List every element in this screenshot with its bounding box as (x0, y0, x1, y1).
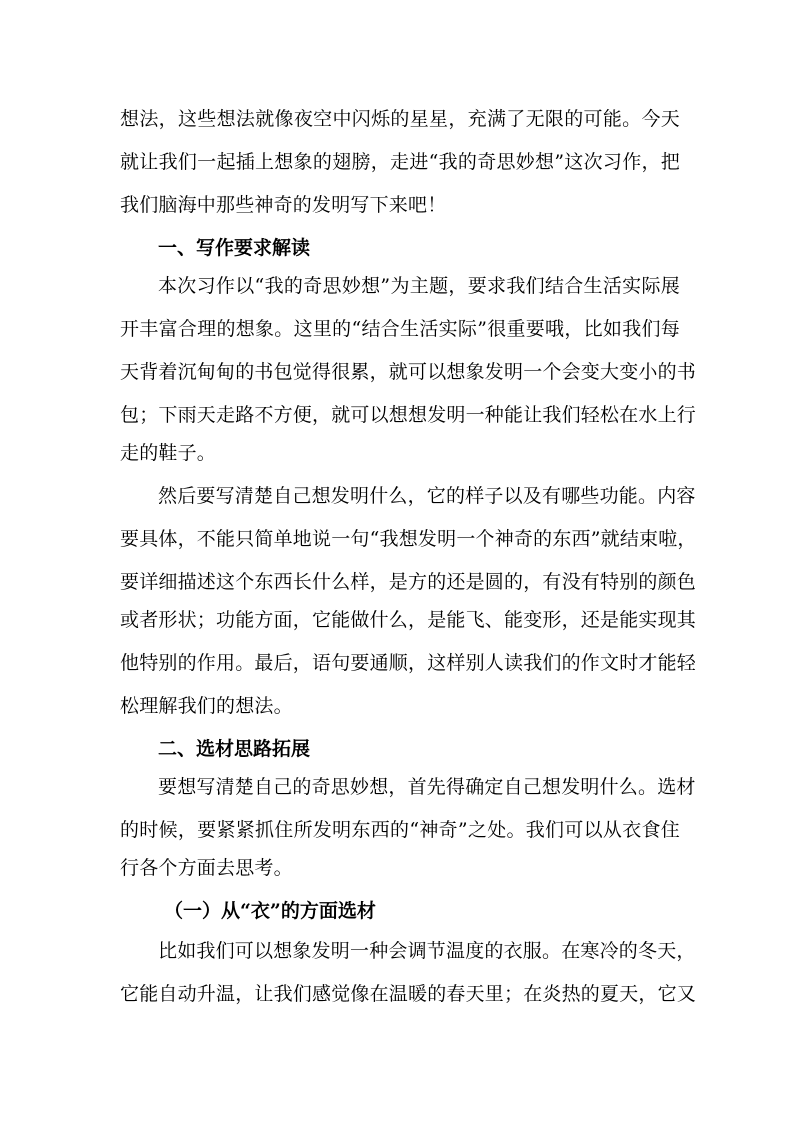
subsection-1-para-line-1: 比如我们可以想象发明一种会调节温度的衣服。在寒冷的冬天， (158, 940, 696, 962)
section-1-para-1-line-5: 走的鞋子。 (120, 442, 217, 464)
intro-line-3: 我们脑海中那些神奇的发明写下来吧！ (120, 194, 447, 216)
section-1-para-2-line-5: 他特别的作用。最后，语句要通顺，这样别人读我们的作文时才能轻 (120, 652, 697, 674)
section-2-heading: 二、选材思路拓展 (158, 738, 311, 760)
subsection-1-para-line-2: 它能自动升温，让我们感觉像在温暖的春天里；在炎热的夏天，它又 (120, 983, 697, 1005)
section-1-para-2-line-2: 要具体，不能只简单地说一句“我想发明一个神奇的东西”就结束啦， (120, 528, 697, 550)
section-2-para-1-line-2: 的时候，要紧紧抓住所发明东西的“神奇”之处。我们可以从衣食住 (120, 819, 680, 841)
section-1-para-1-line-1: 本次习作以“我的奇思妙想”为主题，要求我们结合生活实际展 (158, 275, 680, 297)
section-2-para-1-line-3: 行各个方面去思考。 (120, 857, 293, 879)
intro-line-2: 就让我们一起插上想象的翅膀，走进“我的奇思妙想”这次习作，把 (120, 151, 680, 173)
section-1-para-2-line-4: 或者形状；功能方面，它能做什么，是能飞、能变形，还是能实现其 (120, 609, 697, 631)
section-1-heading: 一、写作要求解读 (158, 237, 311, 259)
section-1-para-2-line-6: 松理解我们的想法。 (120, 695, 293, 717)
section-1-para-2-line-3: 要详细描述这个东西长什么样，是方的还是圆的，有没有特别的颜色 (120, 571, 697, 593)
section-1-para-2-line-1: 然后要写清楚自己想发明什么，它的样子以及有哪些功能。内容 (158, 485, 696, 507)
section-1-para-1-line-2: 开丰富合理的想象。这里的“结合生活实际”很重要哦，比如我们每 (120, 318, 680, 340)
section-2-para-1-line-1: 要想写清楚自己的奇思妙想，首先得确定自己想发明什么。选材 (158, 776, 696, 798)
section-1-para-1-line-4: 包；下雨天走路不方便，就可以想想发明一种能让我们轻松在水上行 (120, 404, 697, 426)
section-1-para-1-line-3: 天背着沉甸甸的书包觉得很累，就可以想象发明一个会变大变小的书 (120, 361, 697, 383)
subsection-1-heading: （一）从“衣”的方面选材 (164, 900, 376, 922)
intro-line-1: 想法，这些想法就像夜空中闪烁的星星，充满了无限的可能。今天 (120, 108, 680, 130)
